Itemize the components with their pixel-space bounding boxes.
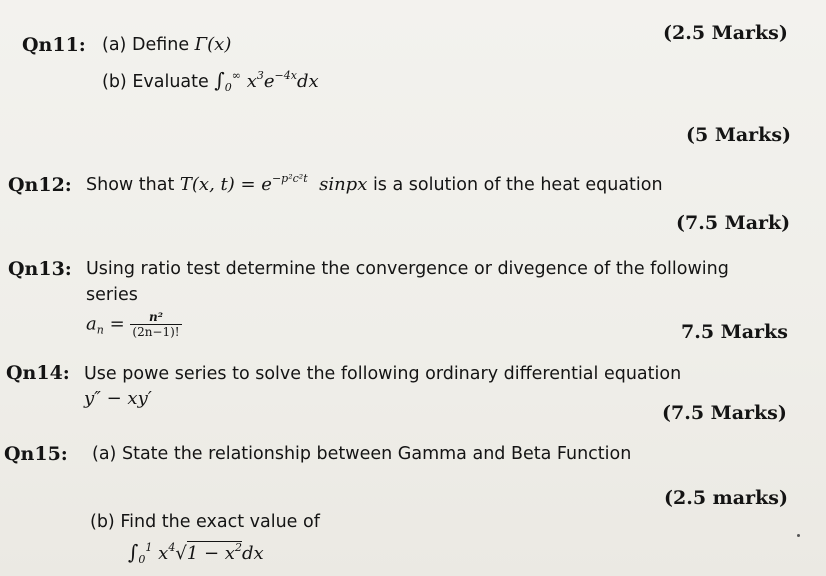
q13-formula [86,310,182,339]
q13-marks: 7.5 Marks [681,321,788,343]
question-14-label: Qn14: [6,362,70,384]
q12-marks: (7.5 Mark) [676,212,791,234]
q11b-integral [214,68,319,94]
question-11-label: Qn11: [22,34,86,56]
q15a-marks: (2.5 marks) [664,487,788,509]
q14-math: y″ − xy′ [84,388,152,409]
q11a-math: Γ(x) [194,34,232,55]
q13-text-line2: series [86,285,138,305]
q12-math-lhs: T(x, t) = e [179,174,272,195]
q13-text-line1: Using ratio test determine the convergence or divegence of the following [86,259,729,279]
paper-speck [797,534,800,537]
question-11a [102,34,231,55]
q13-frac-den: (2n−1)! [132,325,180,339]
q15b-marker: (b) [90,512,115,532]
q12-math-exp: −p²c²t [271,172,308,185]
q11b-x: x [246,71,257,92]
q13-math-sub: n [96,323,104,337]
q15b-integral [128,540,264,564]
q11b-marks: (5 Marks) [686,124,792,146]
integral-sign-icon: ∫ [128,540,139,564]
q11b-dx: dx [296,71,319,92]
question-15b [90,512,320,532]
q11a-marker: (a) [102,35,127,55]
q15b-dx: dx [241,543,264,564]
q15b-radicand-exp: 2 [234,541,242,554]
q11b-e: e [263,71,275,92]
question-13-label: Qn13: [8,258,72,280]
q13-math-lhs: a [86,313,97,335]
q12-math-rhs: sinpx [319,174,368,195]
question-15a [92,444,631,464]
question-12-label: Qn12: [8,174,72,196]
q11b-text: Evaluate [132,72,209,92]
question-11b [102,68,319,92]
q15b-x: x [158,543,169,564]
q15a-text: State the relationship between Gamma and Beta Function [121,444,632,464]
q15b-int-lower: 0 [138,553,146,566]
q11b-int-upper: ∞ [231,69,241,82]
integral-sign-icon: ∫ [214,68,225,92]
q12-text-before: Show that [86,175,175,195]
q15b-int-upper: 1 [145,541,153,554]
q11b-e-exp: −4x [274,69,297,82]
q11b-int-lower: 0 [224,81,232,94]
q14-marks: (7.5 Marks) [662,402,787,424]
q14-text: Use powe series to solve the following ordinary differential equation [84,364,682,384]
q11a-marks: (2.5 Marks) [663,22,788,44]
q13-fraction [130,310,181,339]
q11b-x-exp: 3 [256,69,264,82]
q11b-marker: (b) [102,72,127,92]
question-12-body [86,174,663,195]
q13-math-eq: = [109,313,125,335]
q15b-radicand [187,541,242,564]
q11a-text: Define [131,35,190,55]
q15b-text: Find the exact value of [120,512,320,532]
sqrt-icon: √ [175,543,187,564]
q15a-marker: (a) [92,444,117,464]
q15b-x-exp: 4 [168,541,176,554]
question-15-label: Qn15: [4,443,68,465]
q13-frac-num: n² [130,310,181,325]
q15b-radicand-a: 1 − x [186,543,235,564]
q12-text-after: is a solution of the heat equation [372,175,663,195]
q12-math [180,174,367,195]
